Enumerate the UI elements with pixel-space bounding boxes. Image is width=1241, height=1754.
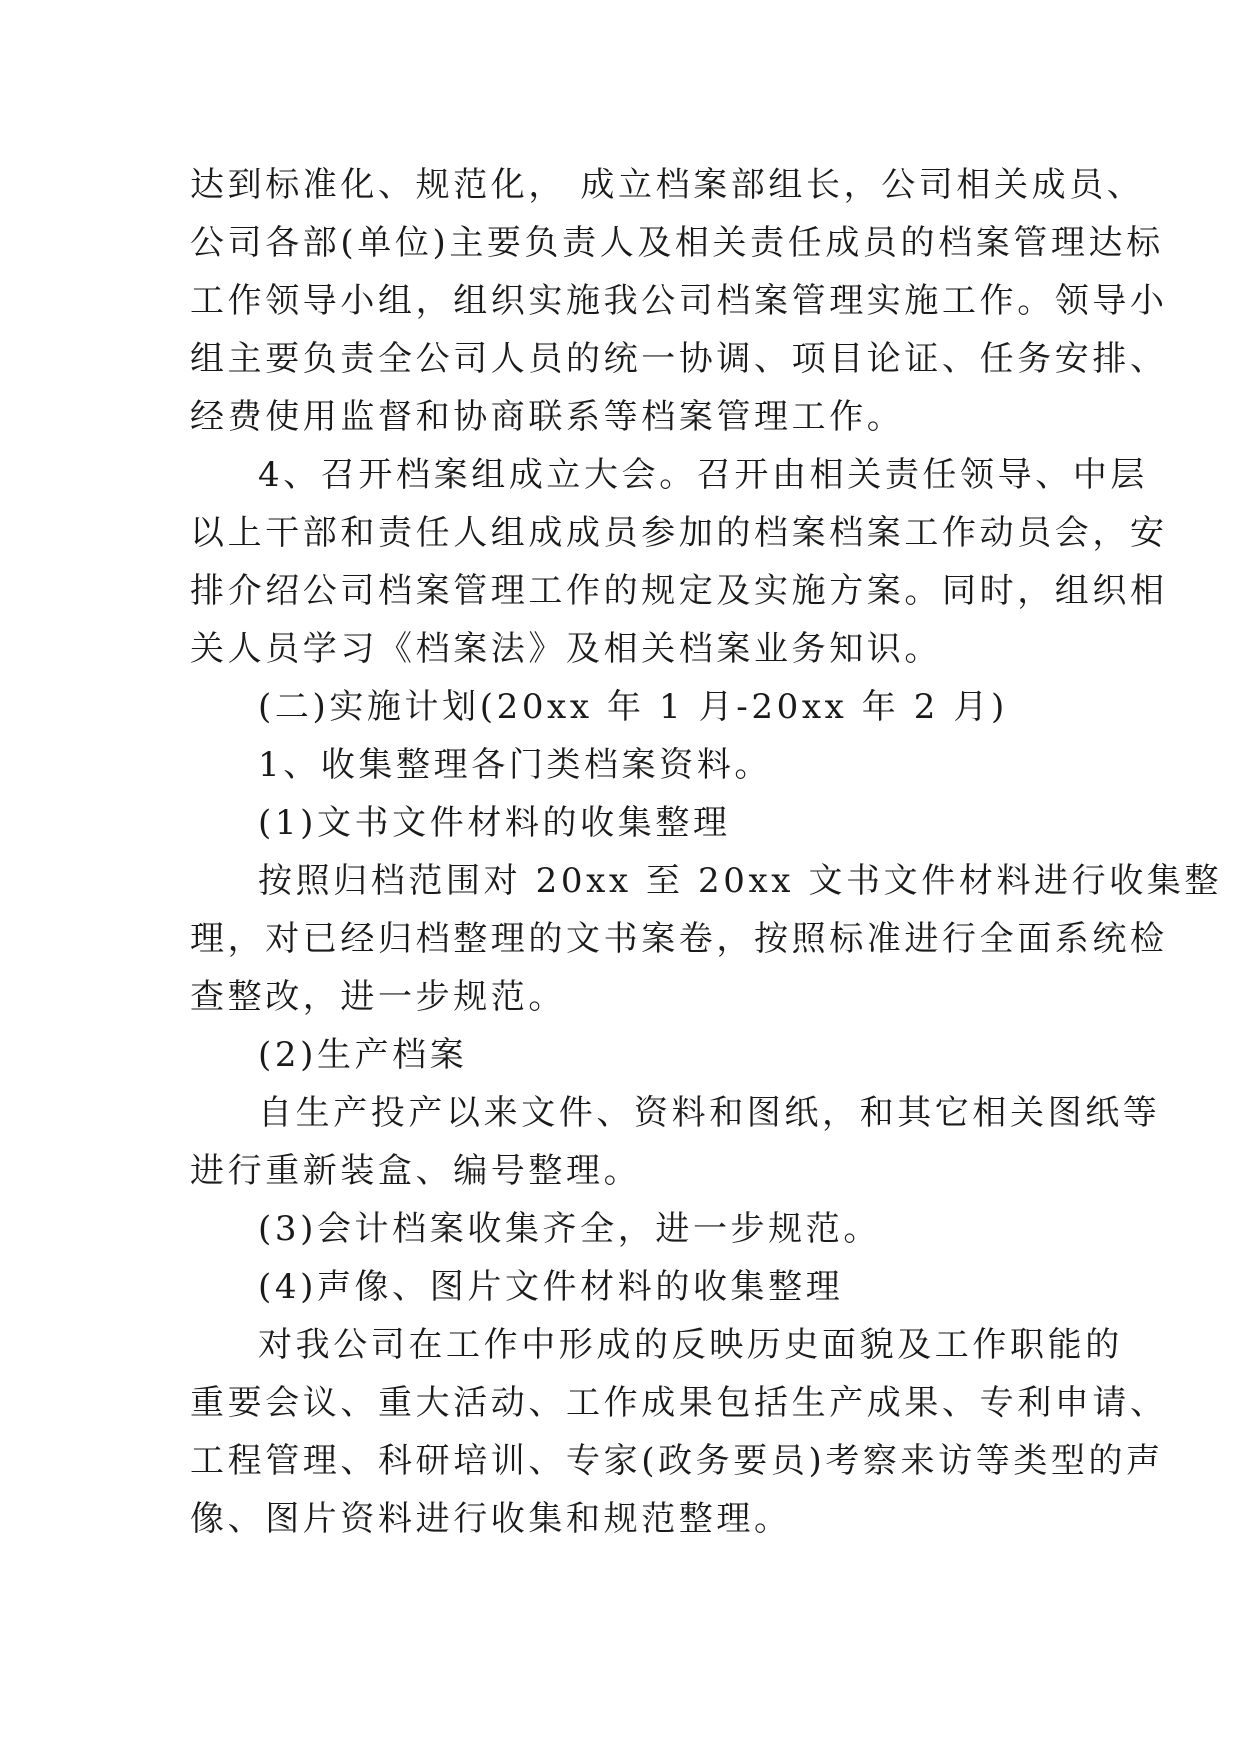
text-line: 重要会议、重大活动、工作成果包括生产成果、专利申请、	[190, 1383, 1168, 1423]
text-line: 查整改，进一步规范。	[190, 977, 566, 1017]
section-heading: (二)实施计划(20xx 年 1 月-20xx 年 2 月)	[258, 687, 1008, 727]
text-line: 自生产投产以来文件、资料和图纸，和其它相关图纸等	[258, 1093, 1161, 1133]
text-line: 工程管理、科研培训、专家(政务要员)考察来访等类型的声	[190, 1441, 1164, 1481]
subsection-heading: (3)会计档案收集齐全，进一步规范。	[258, 1209, 881, 1249]
text-line: 对我公司在工作中形成的反映历史面貌及工作职能的	[258, 1325, 1123, 1365]
text-line: 达到标准化、规范化， 成立档案部组长，公司相关成员、	[190, 165, 1145, 205]
text-line: 排介绍公司档案管理工作的规定及实施方案。同时，组织相	[190, 571, 1168, 611]
text-line: 理，对已经归档整理的文书案卷，按照标准进行全面系统检	[190, 919, 1168, 959]
text-line: 像、图片资料进行收集和规范整理。	[190, 1499, 792, 1539]
list-item-heading: 1、收集整理各门类档案资料。	[258, 745, 773, 785]
text-line: 公司各部(单位)主要负责人及相关责任成员的档案管理达标	[190, 223, 1164, 263]
text-line: 关人员学习《档案法》及相关档案业务知识。	[190, 629, 942, 669]
text-line: 工作领导小组，组织实施我公司档案管理实施工作。领导小	[190, 281, 1168, 321]
text-line: 经费使用监督和协商联系等档案管理工作。	[190, 397, 905, 437]
text-line: 按照归档范围对 20xx 至 20xx 文书文件材料进行收集整	[258, 861, 1223, 901]
subsection-heading: (4)声像、图片文件材料的收集整理	[258, 1267, 844, 1307]
text-line: 以上干部和责任人组成成员参加的档案档案工作动员会，安	[190, 513, 1168, 553]
text-line: 4、召开档案组成立大会。召开由相关责任领导、中层	[258, 455, 1149, 495]
text-line: 进行重新装盒、编号整理。	[190, 1151, 642, 1191]
subsection-heading: (2)生产档案	[258, 1035, 468, 1075]
text-line: 组主要负责全公司人员的统一协调、项目论证、任务安排、	[190, 339, 1168, 379]
subsection-heading: (1)文书文件材料的收集整理	[258, 803, 731, 843]
